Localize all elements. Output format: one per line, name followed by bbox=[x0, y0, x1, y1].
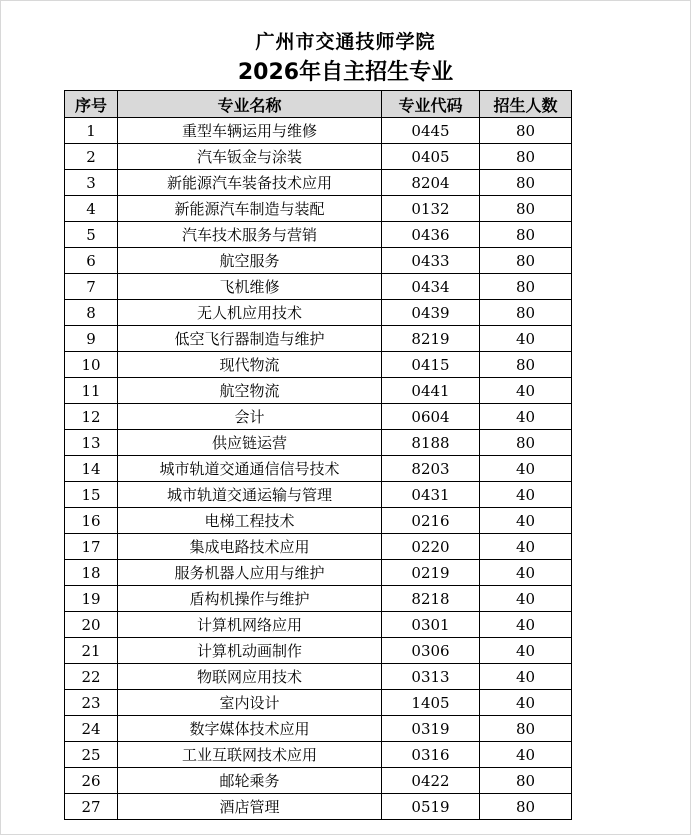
cell-major-code: 0306 bbox=[382, 638, 480, 664]
cell-major-name: 计算机网络应用 bbox=[118, 612, 382, 638]
cell-major-name: 酒店管理 bbox=[118, 794, 382, 820]
table-row bbox=[65, 378, 572, 404]
table-row bbox=[65, 170, 572, 196]
cell-index: 8 bbox=[65, 300, 118, 326]
table-row bbox=[65, 352, 572, 378]
cell-enrollment: 40 bbox=[480, 638, 572, 664]
cell-major-name: 供应链运营 bbox=[118, 430, 382, 456]
cell-major-code: 0132 bbox=[382, 196, 480, 222]
cell-enrollment: 40 bbox=[480, 664, 572, 690]
cell-enrollment: 40 bbox=[480, 586, 572, 612]
cell-major-name: 室内设计 bbox=[118, 690, 382, 716]
table-row bbox=[65, 586, 572, 612]
cell-index: 20 bbox=[65, 612, 118, 638]
table-header-row bbox=[65, 91, 572, 118]
cell-index: 10 bbox=[65, 352, 118, 378]
cell-major-name: 新能源汽车制造与装配 bbox=[118, 196, 382, 222]
cell-index: 6 bbox=[65, 248, 118, 274]
cell-index: 11 bbox=[65, 378, 118, 404]
cell-enrollment: 40 bbox=[480, 534, 572, 560]
cell-enrollment: 40 bbox=[480, 326, 572, 352]
cell-index: 17 bbox=[65, 534, 118, 560]
majors-table bbox=[64, 90, 572, 820]
cell-major-code: 8219 bbox=[382, 326, 480, 352]
cell-major-name: 物联网应用技术 bbox=[118, 664, 382, 690]
table-row bbox=[65, 612, 572, 638]
cell-index: 9 bbox=[65, 326, 118, 352]
cell-major-code: 0319 bbox=[382, 716, 480, 742]
cell-major-name: 飞机维修 bbox=[118, 274, 382, 300]
table-row bbox=[65, 716, 572, 742]
cell-major-name: 汽车钣金与涂装 bbox=[118, 144, 382, 170]
table-row bbox=[65, 482, 572, 508]
table-row bbox=[65, 560, 572, 586]
table-row bbox=[65, 742, 572, 768]
cell-major-code: 0441 bbox=[382, 378, 480, 404]
cell-index: 24 bbox=[65, 716, 118, 742]
cell-major-code: 0220 bbox=[382, 534, 480, 560]
cell-major-name: 服务机器人应用与维护 bbox=[118, 560, 382, 586]
cell-enrollment: 80 bbox=[480, 716, 572, 742]
cell-enrollment: 80 bbox=[480, 170, 572, 196]
cell-index: 26 bbox=[65, 768, 118, 794]
table-row bbox=[65, 768, 572, 794]
cell-major-code: 0415 bbox=[382, 352, 480, 378]
cell-major-code: 0604 bbox=[382, 404, 480, 430]
cell-major-name: 航空服务 bbox=[118, 248, 382, 274]
table-row bbox=[65, 196, 572, 222]
cell-major-code: 0434 bbox=[382, 274, 480, 300]
cell-major-code: 8204 bbox=[382, 170, 480, 196]
cell-major-name: 盾构机操作与维护 bbox=[118, 586, 382, 612]
cell-major-code: 0436 bbox=[382, 222, 480, 248]
table-row bbox=[65, 638, 572, 664]
cell-major-name: 汽车技术服务与营销 bbox=[118, 222, 382, 248]
cell-major-code: 0422 bbox=[382, 768, 480, 794]
cell-enrollment: 40 bbox=[480, 690, 572, 716]
header-index: 序号 bbox=[65, 91, 118, 118]
cell-enrollment: 40 bbox=[480, 560, 572, 586]
cell-enrollment: 40 bbox=[480, 508, 572, 534]
cell-major-code: 0433 bbox=[382, 248, 480, 274]
cell-index: 15 bbox=[65, 482, 118, 508]
cell-major-code: 0316 bbox=[382, 742, 480, 768]
table-row bbox=[65, 534, 572, 560]
cell-major-name: 邮轮乘务 bbox=[118, 768, 382, 794]
cell-index: 12 bbox=[65, 404, 118, 430]
cell-major-name: 城市轨道交通通信信号技术 bbox=[118, 456, 382, 482]
cell-enrollment: 40 bbox=[480, 378, 572, 404]
cell-index: 2 bbox=[65, 144, 118, 170]
cell-enrollment: 80 bbox=[480, 274, 572, 300]
cell-enrollment: 40 bbox=[480, 404, 572, 430]
table-row bbox=[65, 794, 572, 820]
cell-major-code: 0216 bbox=[382, 508, 480, 534]
table-row bbox=[65, 326, 572, 352]
cell-major-name: 电梯工程技术 bbox=[118, 508, 382, 534]
cell-index: 23 bbox=[65, 690, 118, 716]
table-row bbox=[65, 222, 572, 248]
cell-major-code: 0405 bbox=[382, 144, 480, 170]
cell-index: 18 bbox=[65, 560, 118, 586]
cell-major-name: 新能源汽车装备技术应用 bbox=[118, 170, 382, 196]
table-row bbox=[65, 118, 572, 144]
cell-major-code: 0519 bbox=[382, 794, 480, 820]
cell-enrollment: 80 bbox=[480, 768, 572, 794]
cell-major-name: 航空物流 bbox=[118, 378, 382, 404]
table-row bbox=[65, 690, 572, 716]
cell-major-name: 重型车辆运用与维修 bbox=[118, 118, 382, 144]
cell-major-name: 工业互联网技术应用 bbox=[118, 742, 382, 768]
cell-enrollment: 80 bbox=[480, 118, 572, 144]
cell-enrollment: 40 bbox=[480, 482, 572, 508]
cell-enrollment: 80 bbox=[480, 144, 572, 170]
table-row bbox=[65, 456, 572, 482]
school-title: 广州市交通技师学院 bbox=[255, 31, 436, 53]
cell-major-code: 0313 bbox=[382, 664, 480, 690]
cell-index: 25 bbox=[65, 742, 118, 768]
cell-enrollment: 40 bbox=[480, 612, 572, 638]
header-major-name: 专业名称 bbox=[118, 91, 382, 118]
cell-enrollment: 80 bbox=[480, 352, 572, 378]
table-row bbox=[65, 430, 572, 456]
table-body bbox=[65, 118, 572, 820]
cell-major-code: 0439 bbox=[382, 300, 480, 326]
cell-enrollment: 80 bbox=[480, 794, 572, 820]
table-row bbox=[65, 274, 572, 300]
cell-enrollment: 80 bbox=[480, 222, 572, 248]
cell-major-code: 0431 bbox=[382, 482, 480, 508]
cell-major-name: 会计 bbox=[118, 404, 382, 430]
cell-index: 22 bbox=[65, 664, 118, 690]
document-title: 2026年自主招生专业 bbox=[237, 60, 454, 85]
cell-major-name: 现代物流 bbox=[118, 352, 382, 378]
cell-major-name: 低空飞行器制造与维护 bbox=[118, 326, 382, 352]
cell-index: 14 bbox=[65, 456, 118, 482]
header-enrollment: 招生人数 bbox=[480, 91, 572, 118]
cell-enrollment: 80 bbox=[480, 196, 572, 222]
cell-major-name: 数字媒体技术应用 bbox=[118, 716, 382, 742]
table-row bbox=[65, 664, 572, 690]
cell-index: 5 bbox=[65, 222, 118, 248]
cell-major-name: 计算机动画制作 bbox=[118, 638, 382, 664]
cell-index: 1 bbox=[65, 118, 118, 144]
cell-index: 19 bbox=[65, 586, 118, 612]
cell-major-name: 城市轨道交通运输与管理 bbox=[118, 482, 382, 508]
cell-major-code: 8218 bbox=[382, 586, 480, 612]
cell-major-code: 0301 bbox=[382, 612, 480, 638]
cell-index: 21 bbox=[65, 638, 118, 664]
cell-major-code: 0219 bbox=[382, 560, 480, 586]
table-row bbox=[65, 300, 572, 326]
cell-index: 7 bbox=[65, 274, 118, 300]
header-major-code: 专业代码 bbox=[382, 91, 480, 118]
cell-index: 4 bbox=[65, 196, 118, 222]
table-row bbox=[65, 404, 572, 430]
table-row bbox=[65, 508, 572, 534]
cell-enrollment: 80 bbox=[480, 300, 572, 326]
cell-enrollment: 80 bbox=[480, 430, 572, 456]
cell-major-name: 集成电路技术应用 bbox=[118, 534, 382, 560]
cell-index: 13 bbox=[65, 430, 118, 456]
table-row bbox=[65, 248, 572, 274]
cell-enrollment: 80 bbox=[480, 248, 572, 274]
cell-index: 3 bbox=[65, 170, 118, 196]
cell-major-code: 0445 bbox=[382, 118, 480, 144]
table-row bbox=[65, 144, 572, 170]
cell-major-name: 无人机应用技术 bbox=[118, 300, 382, 326]
cell-index: 16 bbox=[65, 508, 118, 534]
cell-major-code: 8203 bbox=[382, 456, 480, 482]
cell-enrollment: 40 bbox=[480, 456, 572, 482]
cell-major-code: 8188 bbox=[382, 430, 480, 456]
cell-major-code: 1405 bbox=[382, 690, 480, 716]
cell-enrollment: 40 bbox=[480, 742, 572, 768]
cell-index: 27 bbox=[65, 794, 118, 820]
